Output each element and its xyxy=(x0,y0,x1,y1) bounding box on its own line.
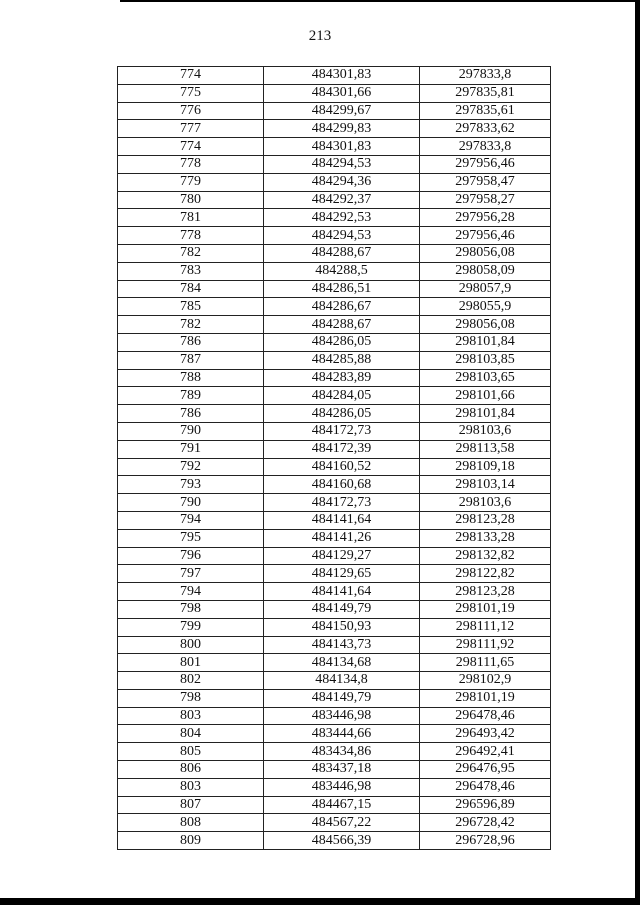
x-coordinate-cell: 483444,66 xyxy=(264,725,420,743)
y-coordinate-cell: 298101,19 xyxy=(420,689,551,707)
y-coordinate-cell: 296476,95 xyxy=(420,761,551,779)
table-row xyxy=(118,761,551,779)
x-coordinate-cell: 484285,88 xyxy=(264,351,420,369)
table-row xyxy=(118,707,551,725)
table-row xyxy=(118,422,551,440)
table-row xyxy=(118,405,551,423)
y-coordinate-cell: 298113,58 xyxy=(420,440,551,458)
y-coordinate-cell: 296478,46 xyxy=(420,707,551,725)
x-coordinate-cell: 484141,64 xyxy=(264,583,420,601)
point-number-cell: 789 xyxy=(118,387,264,405)
point-number-cell: 805 xyxy=(118,743,264,761)
point-number-cell: 797 xyxy=(118,565,264,583)
point-number-cell: 794 xyxy=(118,583,264,601)
y-coordinate-cell: 298123,28 xyxy=(420,583,551,601)
point-number-cell: 803 xyxy=(118,778,264,796)
x-coordinate-cell: 484149,79 xyxy=(264,689,420,707)
x-coordinate-cell: 484172,73 xyxy=(264,422,420,440)
y-coordinate-cell: 298123,28 xyxy=(420,511,551,529)
x-coordinate-cell: 484467,15 xyxy=(264,796,420,814)
y-coordinate-cell: 298132,82 xyxy=(420,547,551,565)
point-number-cell: 782 xyxy=(118,316,264,334)
x-coordinate-cell: 484129,27 xyxy=(264,547,420,565)
table-row xyxy=(118,440,551,458)
table-row xyxy=(118,672,551,690)
table-row xyxy=(118,333,551,351)
point-number-cell: 802 xyxy=(118,672,264,690)
x-coordinate-cell: 484283,89 xyxy=(264,369,420,387)
x-coordinate-cell: 484299,83 xyxy=(264,120,420,138)
table-row xyxy=(118,814,551,832)
coordinates-table xyxy=(117,66,551,850)
point-number-cell: 807 xyxy=(118,796,264,814)
y-coordinate-cell: 298056,08 xyxy=(420,316,551,334)
point-number-cell: 796 xyxy=(118,547,264,565)
point-number-cell: 775 xyxy=(118,84,264,102)
table-row xyxy=(118,689,551,707)
y-coordinate-cell: 298058,09 xyxy=(420,262,551,280)
y-coordinate-cell: 298057,9 xyxy=(420,280,551,298)
point-number-cell: 786 xyxy=(118,405,264,423)
x-coordinate-cell: 484567,22 xyxy=(264,814,420,832)
x-coordinate-cell: 483437,18 xyxy=(264,761,420,779)
point-number-cell: 809 xyxy=(118,832,264,850)
point-number-cell: 786 xyxy=(118,333,264,351)
table-row xyxy=(118,600,551,618)
x-coordinate-cell: 484286,05 xyxy=(264,405,420,423)
point-number-cell: 782 xyxy=(118,244,264,262)
point-number-cell: 804 xyxy=(118,725,264,743)
point-number-cell: 777 xyxy=(118,120,264,138)
point-number-cell: 774 xyxy=(118,67,264,85)
point-number-cell: 795 xyxy=(118,529,264,547)
point-number-cell: 788 xyxy=(118,369,264,387)
point-number-cell: 779 xyxy=(118,173,264,191)
y-coordinate-cell: 298109,18 xyxy=(420,458,551,476)
table-row xyxy=(118,244,551,262)
point-number-cell: 794 xyxy=(118,511,264,529)
table-row xyxy=(118,191,551,209)
x-coordinate-cell: 484299,67 xyxy=(264,102,420,120)
x-coordinate-cell: 484301,83 xyxy=(264,67,420,85)
x-coordinate-cell: 484129,65 xyxy=(264,565,420,583)
x-coordinate-cell: 484294,36 xyxy=(264,173,420,191)
y-coordinate-cell: 298056,08 xyxy=(420,244,551,262)
y-coordinate-cell: 297835,61 xyxy=(420,102,551,120)
x-coordinate-cell: 484288,67 xyxy=(264,244,420,262)
y-coordinate-cell: 298111,92 xyxy=(420,636,551,654)
x-coordinate-cell: 484150,93 xyxy=(264,618,420,636)
table-row xyxy=(118,155,551,173)
x-coordinate-cell: 484288,5 xyxy=(264,262,420,280)
table-row xyxy=(118,636,551,654)
x-coordinate-cell: 484172,73 xyxy=(264,494,420,512)
x-coordinate-cell: 484292,37 xyxy=(264,191,420,209)
table-row xyxy=(118,227,551,245)
table-row xyxy=(118,351,551,369)
point-number-cell: 774 xyxy=(118,138,264,156)
x-coordinate-cell: 484160,68 xyxy=(264,476,420,494)
point-number-cell: 791 xyxy=(118,440,264,458)
x-coordinate-cell: 484286,67 xyxy=(264,298,420,316)
point-number-cell: 801 xyxy=(118,654,264,672)
x-coordinate-cell: 484288,67 xyxy=(264,316,420,334)
scan-edge-top xyxy=(120,0,640,2)
point-number-cell: 790 xyxy=(118,494,264,512)
y-coordinate-cell: 296478,46 xyxy=(420,778,551,796)
x-coordinate-cell: 484143,73 xyxy=(264,636,420,654)
x-coordinate-cell: 484294,53 xyxy=(264,227,420,245)
y-coordinate-cell: 298102,9 xyxy=(420,672,551,690)
table-row xyxy=(118,298,551,316)
table-row xyxy=(118,832,551,850)
y-coordinate-cell: 298103,6 xyxy=(420,422,551,440)
x-coordinate-cell: 484284,05 xyxy=(264,387,420,405)
scan-edge-right xyxy=(635,0,640,905)
x-coordinate-cell: 484141,26 xyxy=(264,529,420,547)
table-row xyxy=(118,476,551,494)
y-coordinate-cell: 297833,62 xyxy=(420,120,551,138)
page-number: 213 xyxy=(308,28,332,44)
table-row xyxy=(118,547,551,565)
table-row xyxy=(118,209,551,227)
table-row xyxy=(118,369,551,387)
y-coordinate-cell: 296728,42 xyxy=(420,814,551,832)
coordinates-table-body xyxy=(118,67,551,850)
y-coordinate-cell: 298101,84 xyxy=(420,405,551,423)
point-number-cell: 784 xyxy=(118,280,264,298)
point-number-cell: 778 xyxy=(118,155,264,173)
table-row xyxy=(118,387,551,405)
point-number-cell: 787 xyxy=(118,351,264,369)
point-number-cell: 798 xyxy=(118,689,264,707)
y-coordinate-cell: 298101,19 xyxy=(420,600,551,618)
x-coordinate-cell: 484134,68 xyxy=(264,654,420,672)
point-number-cell: 792 xyxy=(118,458,264,476)
x-coordinate-cell: 484292,53 xyxy=(264,209,420,227)
table-row xyxy=(118,583,551,601)
point-number-cell: 781 xyxy=(118,209,264,227)
x-coordinate-cell: 484160,52 xyxy=(264,458,420,476)
y-coordinate-cell: 298103,85 xyxy=(420,351,551,369)
scan-edge-bottom xyxy=(0,898,640,905)
point-number-cell: 783 xyxy=(118,262,264,280)
y-coordinate-cell: 296596,89 xyxy=(420,796,551,814)
table-row xyxy=(118,280,551,298)
point-number-cell: 806 xyxy=(118,761,264,779)
table-row xyxy=(118,743,551,761)
x-coordinate-cell: 484286,05 xyxy=(264,333,420,351)
y-coordinate-cell: 297956,46 xyxy=(420,155,551,173)
table-row xyxy=(118,316,551,334)
y-coordinate-cell: 298055,9 xyxy=(420,298,551,316)
table-row xyxy=(118,458,551,476)
x-coordinate-cell: 483434,86 xyxy=(264,743,420,761)
y-coordinate-cell: 298103,6 xyxy=(420,494,551,512)
x-coordinate-cell: 484149,79 xyxy=(264,600,420,618)
point-number-cell: 803 xyxy=(118,707,264,725)
table-row xyxy=(118,138,551,156)
point-number-cell: 778 xyxy=(118,227,264,245)
table-row xyxy=(118,173,551,191)
point-number-cell: 798 xyxy=(118,600,264,618)
y-coordinate-cell: 297833,8 xyxy=(420,67,551,85)
point-number-cell: 808 xyxy=(118,814,264,832)
y-coordinate-cell: 297958,47 xyxy=(420,173,551,191)
table-row xyxy=(118,796,551,814)
table-row xyxy=(118,618,551,636)
x-coordinate-cell: 484301,83 xyxy=(264,138,420,156)
y-coordinate-cell: 297835,81 xyxy=(420,84,551,102)
table-row xyxy=(118,529,551,547)
table-row xyxy=(118,102,551,120)
y-coordinate-cell: 298101,66 xyxy=(420,387,551,405)
y-coordinate-cell: 296493,42 xyxy=(420,725,551,743)
x-coordinate-cell: 484301,66 xyxy=(264,84,420,102)
table-row xyxy=(118,120,551,138)
point-number-cell: 790 xyxy=(118,422,264,440)
table-row xyxy=(118,262,551,280)
x-coordinate-cell: 484294,53 xyxy=(264,155,420,173)
point-number-cell: 780 xyxy=(118,191,264,209)
y-coordinate-cell: 298111,12 xyxy=(420,618,551,636)
y-coordinate-cell: 296728,96 xyxy=(420,832,551,850)
x-coordinate-cell: 483446,98 xyxy=(264,707,420,725)
x-coordinate-cell: 484172,39 xyxy=(264,440,420,458)
y-coordinate-cell: 298122,82 xyxy=(420,565,551,583)
point-number-cell: 776 xyxy=(118,102,264,120)
x-coordinate-cell: 484566,39 xyxy=(264,832,420,850)
table-row xyxy=(118,725,551,743)
y-coordinate-cell: 298103,14 xyxy=(420,476,551,494)
x-coordinate-cell: 483446,98 xyxy=(264,778,420,796)
table-row xyxy=(118,654,551,672)
table-row xyxy=(118,565,551,583)
point-number-cell: 793 xyxy=(118,476,264,494)
y-coordinate-cell: 298111,65 xyxy=(420,654,551,672)
table-row xyxy=(118,84,551,102)
y-coordinate-cell: 297956,46 xyxy=(420,227,551,245)
point-number-cell: 800 xyxy=(118,636,264,654)
y-coordinate-cell: 297958,27 xyxy=(420,191,551,209)
table-row xyxy=(118,778,551,796)
y-coordinate-cell: 296492,41 xyxy=(420,743,551,761)
point-number-cell: 785 xyxy=(118,298,264,316)
table-row xyxy=(118,511,551,529)
table-row xyxy=(118,67,551,85)
y-coordinate-cell: 298101,84 xyxy=(420,333,551,351)
x-coordinate-cell: 484286,51 xyxy=(264,280,420,298)
x-coordinate-cell: 484134,8 xyxy=(264,672,420,690)
y-coordinate-cell: 297833,8 xyxy=(420,138,551,156)
x-coordinate-cell: 484141,64 xyxy=(264,511,420,529)
table-row xyxy=(118,494,551,512)
point-number-cell: 799 xyxy=(118,618,264,636)
y-coordinate-cell: 298103,65 xyxy=(420,369,551,387)
y-coordinate-cell: 298133,28 xyxy=(420,529,551,547)
y-coordinate-cell: 297956,28 xyxy=(420,209,551,227)
